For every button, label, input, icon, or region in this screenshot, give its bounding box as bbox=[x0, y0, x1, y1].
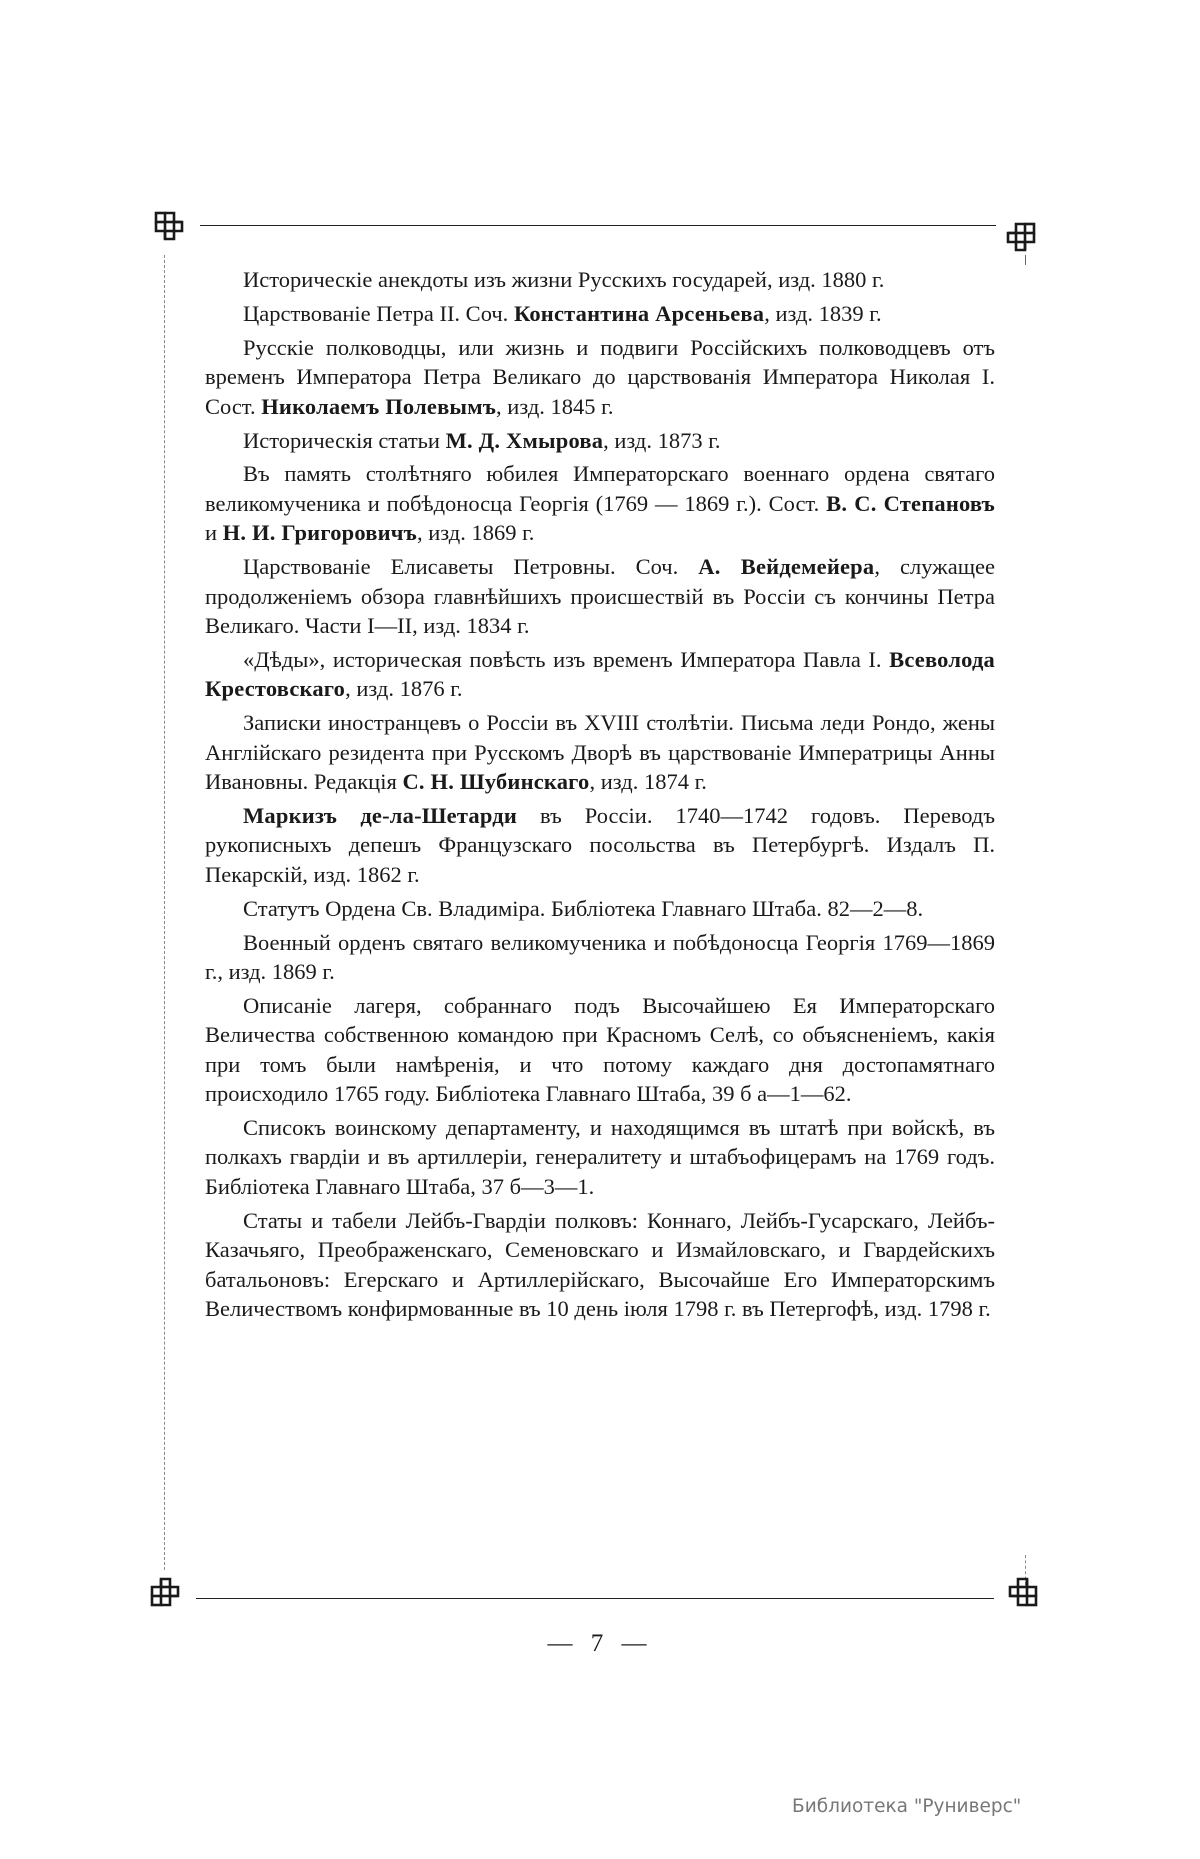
left-border-line bbox=[164, 255, 165, 1570]
entry-text: «Дѣды», историческая повѣсть изъ временъ Императора Павла I. bbox=[243, 646, 890, 672]
entry-text: , изд. 1839 г. bbox=[764, 300, 882, 326]
entry-text: Военный орденъ святаго великомученика и побѣдоносца Георгія 1769—1869 г., изд. 1869 г. bbox=[205, 929, 995, 984]
bibliography-list bbox=[205, 265, 995, 1328]
entry-text: въ Россіи. 1740—1742 годовъ. Переводъ рукописныхъ депешъ Французскаго посольства въ Петербургѣ. Издалъ П. Пекарскій, изд. 1862 г. bbox=[205, 802, 995, 887]
entry-text: Записки иностранцевъ о Россіи въ XVIII столѣтіи. Письма леди Рондо, жены Англійскаго резидента при Русскомъ Дворѣ въ царствованіе Императрицы Анны Ивановны. Редакція bbox=[205, 710, 995, 794]
entry-text: и bbox=[205, 520, 223, 546]
entry-text: , служащее продолженіемъ обзора главнѣйшихъ происшествій въ Россіи съ кончины Петра Великаго. Части I—II, изд. 1834 г. bbox=[205, 554, 995, 638]
corner-ornament-bottom-left-icon bbox=[148, 1575, 182, 1609]
corner-ornament-top-left-icon bbox=[152, 209, 186, 243]
bottom-border-rule bbox=[196, 1598, 994, 1599]
entry-text: Русскіе полководцы, или жизнь и подвиги Россійскихъ полководцевъ отъ временъ Императора Петра Великаго до царствованія Императора Николая I. Сост. bbox=[205, 334, 995, 419]
author-name: Николаемъ Полевымъ bbox=[261, 393, 497, 419]
bibliography-entry bbox=[205, 333, 995, 421]
entry-text: , изд. 1874 г. bbox=[589, 769, 707, 794]
author-name: В. С. Степановъ bbox=[826, 490, 995, 516]
bibliography-entry bbox=[205, 459, 995, 547]
entry-text: , изд. 1869 г. bbox=[416, 520, 535, 546]
entry-text: Статы и табели Лейбъ-Гвардіи полковъ: Коннаго, Лейбъ-Гусарскаго, Лейбъ-Казачьяго, Преображенскаго, Семеновскаго и Измайловскаго, и Гвардейскихъ батальоновъ: Егерскаго и Артиллерійскаго, Высочайше Его Императорскимъ Величествомъ конфирмованные въ 10 день іюля 1798 г. въ Петергофѣ, изд. 1798 г. bbox=[205, 1207, 995, 1321]
corner-ornament-bottom-right-icon bbox=[1006, 1575, 1040, 1609]
entry-text: , изд. 1876 г. bbox=[345, 676, 463, 702]
bibliography-entry bbox=[205, 426, 995, 455]
entry-text: Въ память столѣтняго юбилея Императорскаго военнаго ордена святаго великомученика и побѣдоносца Георгія (1769 — 1869 г.). Сост. bbox=[205, 461, 995, 516]
entry-text: Списокъ воинскому департаменту, и находящимся въ штатѣ при войскѣ, въ полкахъ гвардіи и въ артиллеріи, генералитету и штабъофицерамъ на 1769 годъ. Библіотека Главнаго Штаба, 37 б—3—1. bbox=[205, 1114, 995, 1199]
page-frame bbox=[160, 215, 1030, 1605]
bibliography-entry bbox=[205, 928, 995, 987]
author-name: С. Н. Шубинскаго bbox=[402, 769, 590, 794]
bibliography-entry bbox=[205, 1206, 995, 1324]
entry-text: Царствованіе Петра II. Соч. bbox=[243, 300, 514, 326]
bibliography-entry bbox=[205, 894, 995, 923]
entry-text: Царствованіе Елисаветы Петровны. Соч. bbox=[243, 554, 699, 580]
bibliography-entry bbox=[205, 645, 995, 704]
bibliography-entry bbox=[205, 1113, 995, 1201]
top-border-rule bbox=[200, 225, 996, 226]
author-name: Константина Арсеньева bbox=[513, 300, 765, 326]
author-name: А. Вейдемейера bbox=[698, 554, 875, 580]
bibliography-entry bbox=[205, 991, 995, 1109]
author-name: М. Д. Хмырова bbox=[445, 427, 604, 453]
author-name: Маркизъ де-ла-Шетарди bbox=[243, 802, 518, 828]
bibliography-entry bbox=[205, 801, 995, 889]
entry-text: Историческія статьи bbox=[243, 427, 446, 453]
bibliography-entry bbox=[205, 552, 995, 640]
entry-text: , изд. 1873 г. bbox=[603, 427, 721, 453]
entry-text: Описаніе лагеря, собраннаго подъ Высочайшею Ея Императорскаго Величества собственною командою при Красномъ Селѣ, со объясненіемъ, какія при томъ были намѣренія, и что потому каждаго дня достопамятнаго происходило 1765 году. Библіотека Главнаго Штаба, 39 б а—1—62. bbox=[205, 992, 995, 1107]
entry-text: Историческіе анекдоты изъ жизни Русскихъ государей, изд. 1880 г. bbox=[243, 267, 885, 292]
page-number: — 7 — bbox=[547, 1630, 653, 1657]
bibliography-entry bbox=[205, 299, 995, 328]
author-name: Н. И. Григоровичъ bbox=[222, 520, 417, 546]
library-watermark: Библиотека "Руниверс" bbox=[792, 1796, 1022, 1817]
entry-text: Статутъ Ордена Св. Владиміра. Библіотека Главнаго Штаба. 82—2—8. bbox=[243, 895, 924, 921]
entry-text: , изд. 1845 г. bbox=[496, 393, 614, 419]
author-name: Всеволода Крестовскаго bbox=[205, 646, 995, 702]
bibliography-entry bbox=[205, 708, 995, 796]
bibliography-entry bbox=[205, 265, 995, 294]
corner-ornament-top-right-icon bbox=[1004, 220, 1038, 254]
right-border-line bbox=[1025, 255, 1026, 265]
